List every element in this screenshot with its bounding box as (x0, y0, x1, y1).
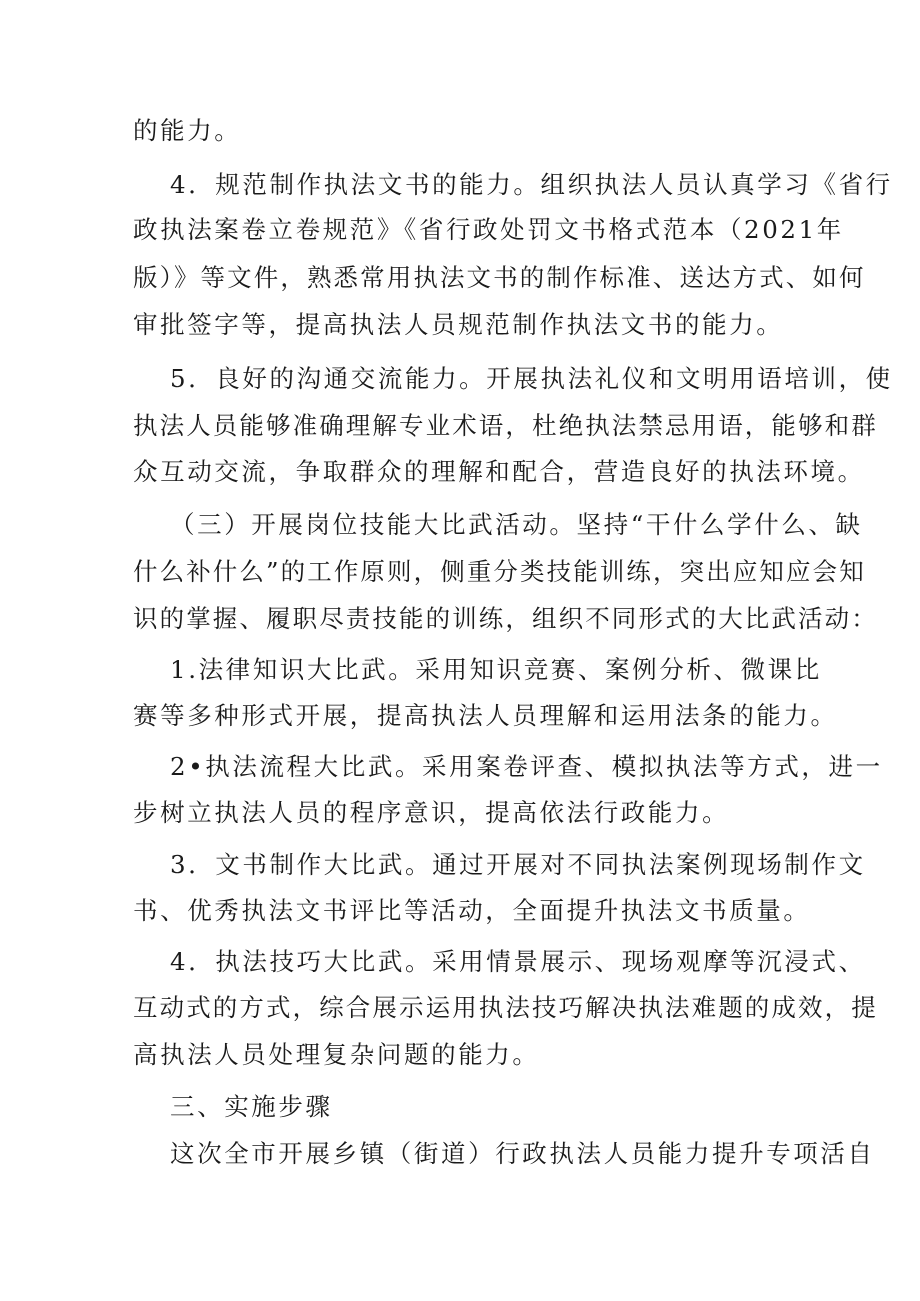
text-line: 众互动交流，争取群众的理解和配合，营造良好的执法环境。 (133, 457, 865, 486)
text-line: 2•执法流程大比武。采用案卷评查、模拟执法等方式，进一 (170, 752, 883, 781)
text-line: 互动式的方式，综合展示运用执法技巧解决执法难题的成效，提 (133, 993, 878, 1022)
text-line: 高执法人员处理复杂问题的能力。 (133, 1040, 540, 1069)
text-line: （三）开展岗位技能大比武活动。坚持“干什么学什么、缺 (170, 510, 863, 539)
text-line: 政执法案卷立卷规范》《省行政处罚文书格式范本（2021年 (133, 215, 844, 244)
text-line: 版）》等文件，熟悉常用执法文书的制作标准、送达方式、如何 (133, 263, 866, 292)
text-line: 执法人员能够准确理解专业术语，杜绝执法禁忌用语，能够和群 (133, 411, 878, 440)
text-line: 步树立执法人员的程序意识，提高依法行政能力。 (133, 798, 730, 827)
text-line: 3．文书制作大比武。通过开展对不同执法案例现场制作文 (170, 850, 866, 879)
text-line: 这次全市开展乡镇（街道）行政执法人员能力提升专项活自 (170, 1139, 875, 1168)
text-line: 4．执法技巧大比武。采用情景展示、现场观摩等沉浸式、 (170, 947, 866, 976)
text-line: 什么补什么”的工作原则，侧重分类技能训练，突出应知应会知 (133, 557, 866, 586)
text-line: 4．规范制作执法文书的能力。组织执法人员认真学习《省行 (170, 170, 893, 199)
text-line: 识的掌握、履职尽责技能的训练，组织不同形式的大比武活动： (133, 604, 878, 633)
text-line: 1.法律知识大比武。采用知识竞赛、案例分析、微课比 (170, 655, 822, 684)
text-line: 审批签字等，提高执法人员规范制作执法文书的能力。 (133, 310, 784, 339)
section-heading: 三、实施步骤 (170, 1092, 333, 1121)
text-line: 的能力。 (133, 116, 242, 145)
text-line: 5．良好的沟通交流能力。开展执法礼仪和文明用语培训，使 (170, 364, 893, 393)
text-line: 书、优秀执法文书评比等活动，全面提升执法文书质量。 (133, 896, 811, 925)
text-line: 赛等多种形式开展，提高执法人员理解和运用法条的能力。 (133, 701, 838, 730)
